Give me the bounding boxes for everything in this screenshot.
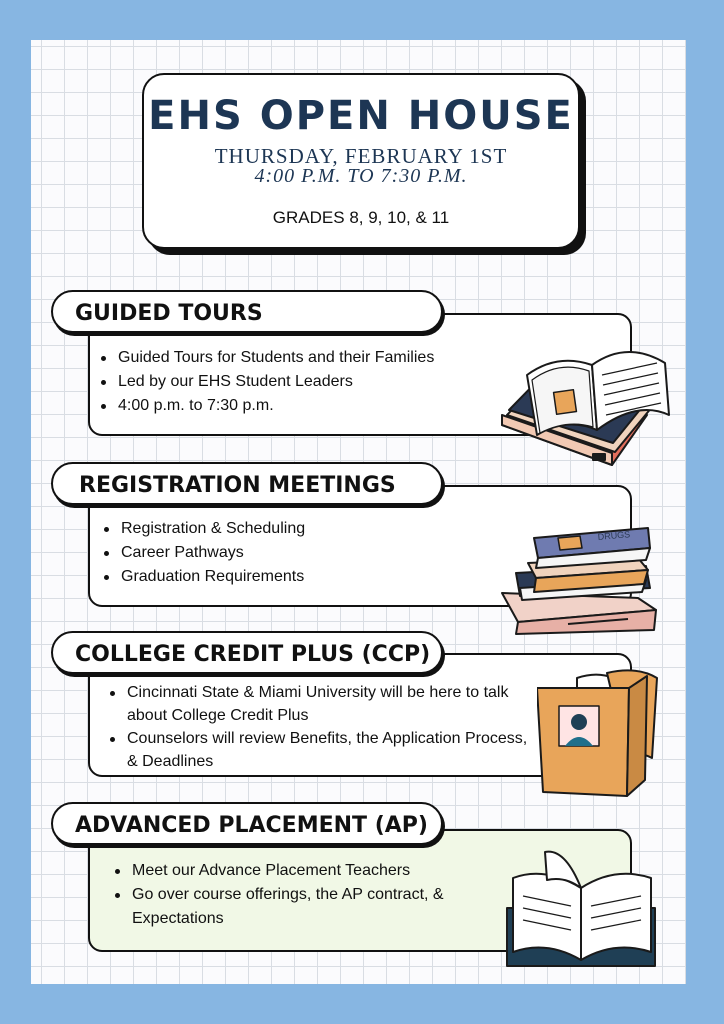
ccp-heading: COLLEGE CREDIT PLUS (CCP)	[51, 631, 443, 674]
list-item: Led by our EHS Student Leaders	[98, 370, 518, 394]
list-item: Guided Tours for Students and their Families	[98, 346, 518, 370]
header-card	[142, 73, 580, 249]
open-book-stack-icon	[497, 335, 677, 470]
registration-list	[101, 517, 501, 589]
list-item: Graduation Requirements	[101, 565, 501, 589]
list-item: Go over course offerings, the AP contract, & Expectations	[112, 883, 507, 931]
event-date: THURSDAY, FEBRUARY 1ST	[214, 144, 508, 168]
ccp-list	[107, 681, 537, 773]
list-item: 4:00 p.m. to 7:30 p.m.	[98, 394, 518, 418]
list-item: Career Pathways	[101, 541, 501, 565]
page-title: EHS OPEN HOUSE	[148, 93, 574, 139]
book-spine-label: DRUGS	[597, 529, 631, 542]
list-item: Counselors will review Benefits, the Application Process, & Deadlines	[107, 727, 537, 773]
guided-tours-heading: GUIDED TOURS	[51, 290, 443, 333]
guided-tours-list	[98, 346, 518, 418]
ap-heading: ADVANCED PLACEMENT (AP)	[51, 802, 443, 845]
list-item: Cincinnati State & Miami University will be here to talk about College Credit Plus	[107, 681, 537, 727]
ap-list	[112, 859, 507, 931]
standing-book-icon	[537, 668, 661, 800]
book-stack-icon	[498, 518, 660, 636]
list-item: Registration & Scheduling	[101, 517, 501, 541]
grades-text: GRADES 8, 9, 10, & 11	[272, 208, 450, 227]
list-item: Meet our Advance Placement Teachers	[112, 859, 507, 883]
registration-heading: REGISTRATION MEETINGS	[51, 462, 443, 505]
open-book-icon	[505, 848, 661, 970]
event-time: 4:00 P.M. TO 7:30 P.M.	[254, 165, 468, 187]
